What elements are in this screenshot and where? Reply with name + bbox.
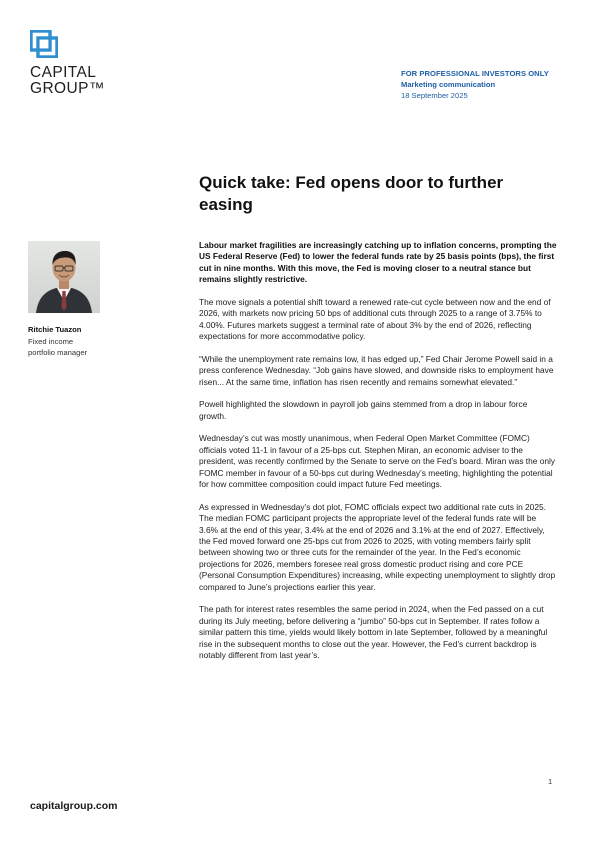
body-paragraph-3: Powell highlighted the slowdown in payroll job gains stemmed from a drop in labour force growth.	[199, 399, 528, 421]
capital-group-logo[interactable]	[30, 30, 110, 96]
body-paragraph-6: The path for interest rates resembles the same period in 2024, when the Fed passed on a cut during its July meeting, before delivering a “jumbo” 50-bps cut in September. If rates follow a similar pattern this time, yields would likely bottom in late September, followed by a meaningful rise in the subsequent months to close out the year. However, the Fed’s current backdrop is notably different from last year’s.	[199, 604, 548, 660]
body-paragraph-2: “While the unemployment rate remains low, it has edged up,” Fed Chair Jerome Powell said in a press conference Wednesday. “Job gains have slowed, and downside risks to employment have risen... At the same time, inflation has risen recently and remains somewhat elevated.”	[199, 353, 554, 387]
body-paragraph-1: The move signals a potential shift toward a renewed rate-cut cycle between now and the end of 2026, with markets now pricing 50 bps of additional cuts through 2025 to a range of 3.75% to 4.00%. Futures markets suggest a terminal rate of about 3% by the end of 2026, reflecting expectations for more accommodative policy.	[199, 296, 551, 342]
logo-name-line2: GROUP™	[30, 79, 105, 97]
logo-mark-icon	[30, 30, 58, 58]
logo-name-line1: CAPITAL	[30, 64, 97, 81]
author-info	[28, 324, 148, 359]
lead-paragraph: Labour market fragilities are increasingly catching up to inflation concerns, prompting the US Federal Reserve (Fed) to lower the federal funds rate by 25 basis points (bps), the first cut in nine months. With this move, the Fed is moving closer to a neutral stance but remains slightly restrictive.	[199, 240, 557, 285]
article-body	[199, 240, 557, 673]
author-role-line2: portfolio manager	[28, 348, 88, 357]
publication-date: 18 September 2025	[401, 91, 468, 100]
author-portrait	[28, 241, 100, 313]
body-paragraph-5: As expressed in Wednesday’s dot plot, FOMC officials expect two additional rate cuts in 2025. The median FOMC participant projects the appropriate level of the federal funds rate will be 3.6% at the end of this year, 3.4% at the end of 2026 and 3.1% at the end of 2027. Effectively, the Fed moved forward one 25-bps cut from 2026 to 2025, with voting members fairly split between showing two or three cuts for the remainder of the year. In the Fed’s economic projections for 2026, members foresee real gross domestic product rising and core PCE (Personal Consumption Expenditures) increasing, while expecting unemployment to slightly drop compared to June’s projections earlier this year.	[199, 501, 556, 592]
page-title: Quick take: Fed opens door to further easing	[199, 173, 504, 214]
author-name: Ritchie Tuazon	[28, 325, 82, 334]
audience-label: FOR PROFESSIONAL INVESTORS ONLY	[401, 69, 549, 78]
website-link[interactable]: capitalgroup.com	[30, 800, 118, 812]
author-role-line1: Fixed income	[28, 336, 74, 346]
document-type-label: Marketing communication	[401, 80, 496, 89]
body-paragraph-4: Wednesday’s cut was mostly unanimous, when Federal Open Market Committee (FOMC) officials voted 11-1 in favour of a 25-bps cut. Stephen Miran, an economic adviser to the president, was recently confirmed by the Senate to serve on the Fed’s board. Miran was the only FOMC member in favour of a 50-bps cut during Wednesday’s meeting, highlighting the potential for how committee composition could impact future Fed meetings.	[199, 433, 556, 490]
page-number: 1	[548, 777, 553, 786]
document-header-info	[401, 68, 581, 101]
